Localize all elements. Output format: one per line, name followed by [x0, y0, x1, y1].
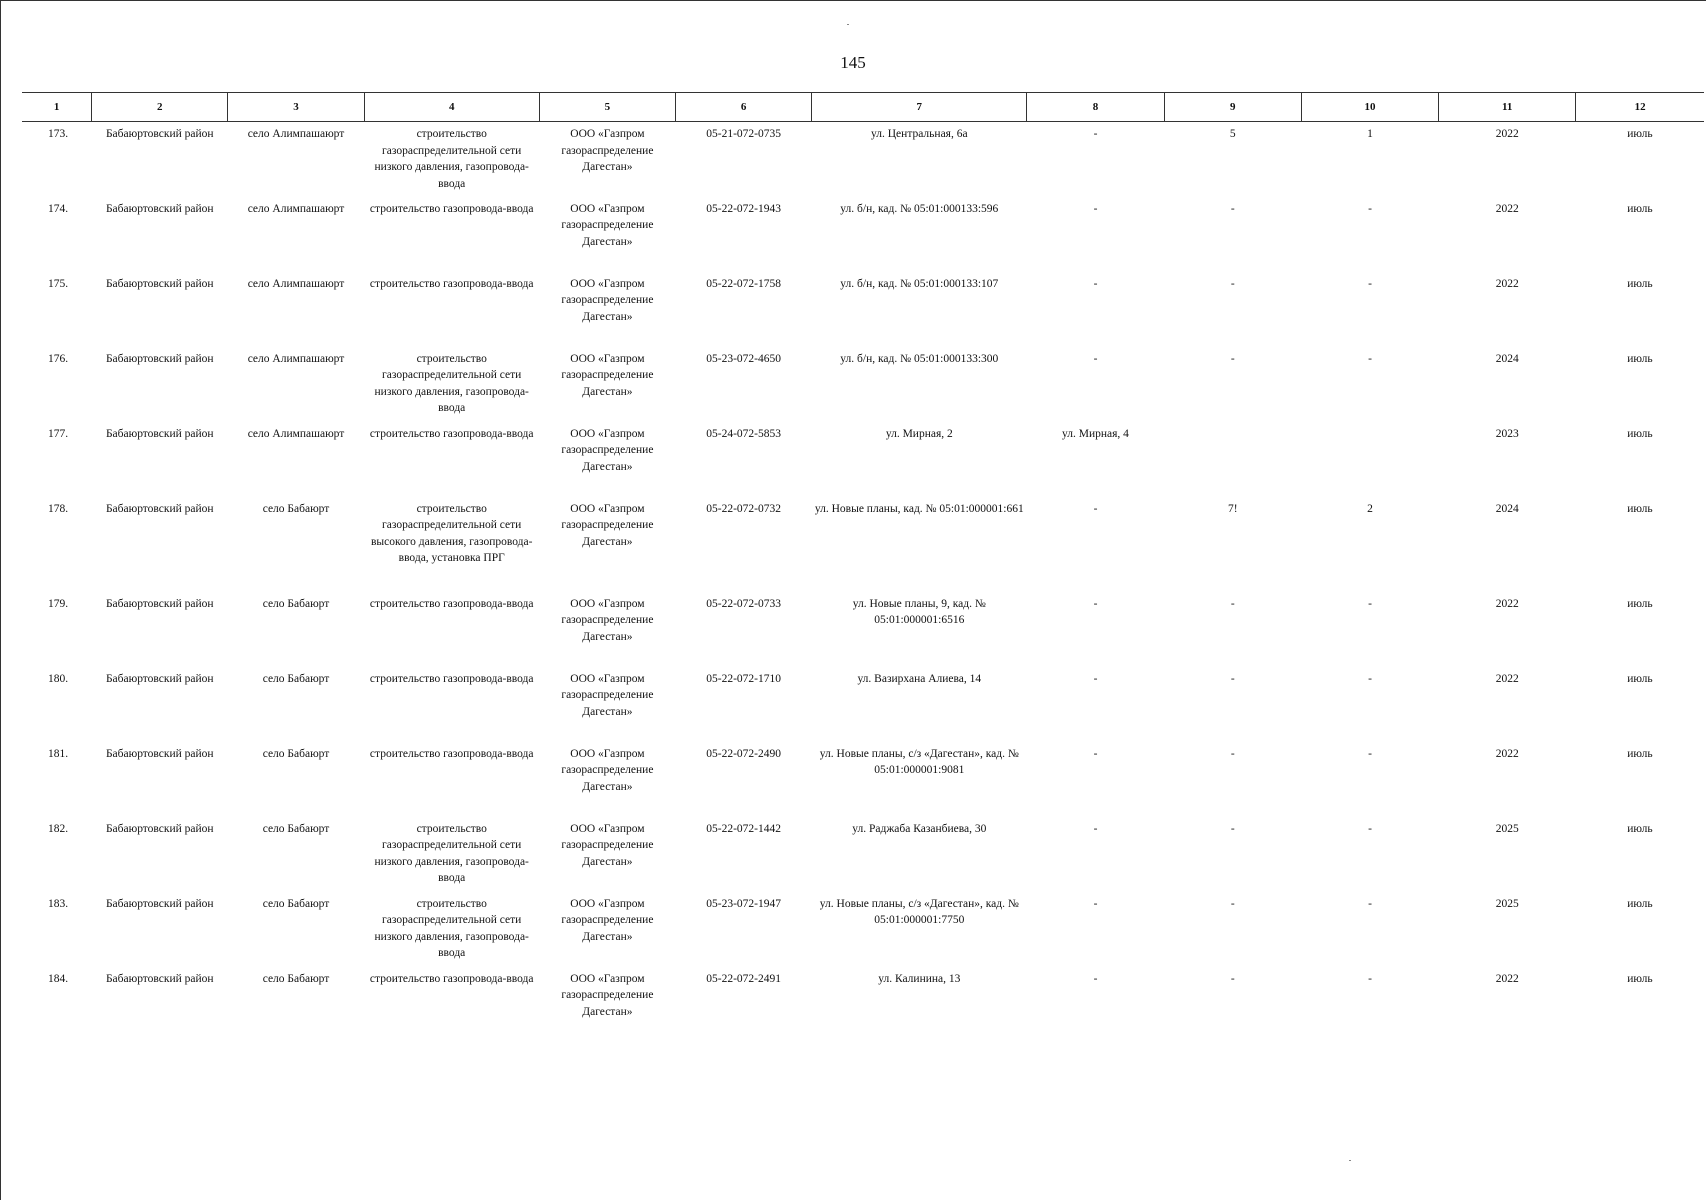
- work-description-cell: строительство газопровода-ввода: [369, 972, 534, 985]
- locality-cell: село Бабаюрт: [262, 672, 330, 685]
- row-number: 179.: [48, 597, 69, 610]
- request-code-cell: 05-22-072-2490: [706, 747, 781, 760]
- work-description-cell: строительство газопровода-ввода: [369, 597, 534, 610]
- table-row: [22, 817, 1704, 892]
- year-cell: 2025: [1495, 897, 1519, 910]
- table-row: [22, 347, 1704, 422]
- table-body: [22, 122, 1704, 1042]
- locality-cell: село Бабаюрт: [262, 897, 330, 910]
- locality-cell: село Алимпашаюрт: [247, 202, 345, 215]
- address-cell: ул. Раджаба Казанбиева, 30: [852, 822, 987, 835]
- column-8-cell: ул. Мирная, 4: [1062, 427, 1129, 440]
- organization-cell: ООО «Газпром газораспределение Дагестан»: [561, 597, 654, 643]
- row-number: 184.: [48, 972, 69, 985]
- table-row: [22, 122, 1704, 197]
- organization-cell: ООО «Газпром газораспределение Дагестан»: [561, 202, 654, 248]
- column-8-cell: -: [1093, 822, 1098, 835]
- locality-cell: село Бабаюрт: [262, 502, 330, 515]
- year-cell: 2024: [1495, 502, 1519, 515]
- work-description-cell: строительство газораспределительной сети низкого давления, газопровода-ввода: [374, 128, 529, 190]
- year-cell: 2022: [1495, 972, 1519, 985]
- column-9-cell: -: [1230, 822, 1235, 835]
- work-description-cell: строительство газопровода-ввода: [369, 202, 534, 215]
- column-10-cell: -: [1368, 972, 1372, 985]
- column-9-cell: [1164, 422, 1301, 497]
- organization-cell: ООО «Газпром газораспределение Дагестан»: [561, 822, 654, 868]
- month-cell: июль: [1627, 822, 1653, 835]
- column-10-cell: 1: [1367, 128, 1373, 140]
- column-9-cell: -: [1230, 897, 1235, 910]
- locality-cell: село Бабаюрт: [262, 597, 330, 610]
- work-description-cell: строительство газораспределительной сети высокого давления, газопровода-ввода, установка ПРГ: [370, 502, 533, 564]
- table-row: [22, 892, 1704, 967]
- column-header: 2: [92, 93, 228, 122]
- column-header: 4: [364, 93, 539, 122]
- month-cell: июль: [1627, 747, 1653, 760]
- month-cell: июль: [1627, 128, 1653, 140]
- organization-cell: ООО «Газпром газораспределение Дагестан»: [561, 747, 654, 793]
- locality-cell: село Алимпашаюрт: [247, 352, 345, 365]
- request-code-cell: 05-21-072-0735: [706, 128, 781, 140]
- row-number: 181.: [48, 747, 69, 760]
- column-header: 8: [1027, 93, 1164, 122]
- work-description-cell: строительство газораспределительной сети низкого давления, газопровода-ввода: [374, 352, 529, 414]
- locality-cell: село Алимпашаюрт: [247, 277, 345, 290]
- row-number: 177.: [48, 427, 69, 440]
- request-code-cell: 05-22-072-0732: [706, 502, 781, 515]
- request-code-cell: 05-22-072-0733: [706, 597, 781, 610]
- month-cell: июль: [1627, 277, 1653, 290]
- year-cell: 2022: [1495, 747, 1519, 760]
- address-cell: ул. Мирная, 2: [885, 427, 953, 440]
- column-8-cell: -: [1093, 672, 1098, 685]
- year-cell: 2025: [1495, 822, 1519, 835]
- table-row: [22, 967, 1704, 1042]
- column-8-cell: -: [1093, 747, 1098, 760]
- scan-speck: [1349, 1160, 1351, 1161]
- address-cell: ул. Новые планы, с/з «Дагестан», кад. № 05:01:000001:7750: [819, 897, 1019, 926]
- column-8-cell: -: [1093, 597, 1098, 610]
- column-10-cell: -: [1368, 277, 1372, 290]
- year-cell: 2024: [1495, 352, 1519, 365]
- column-header: 5: [539, 93, 675, 122]
- address-cell: ул. Новые планы, кад. № 05:01:000001:661: [814, 502, 1024, 515]
- column-10-cell: -: [1368, 747, 1372, 760]
- address-cell: ул. Калинина, 13: [878, 972, 961, 985]
- table-row: [22, 667, 1704, 742]
- column-header: 7: [812, 93, 1027, 122]
- district-cell: Бабаюртовский район: [105, 822, 214, 835]
- work-description-cell: строительство газопровода-ввода: [369, 672, 534, 685]
- page-number: 145: [840, 53, 866, 72]
- address-cell: ул. б/н, кад. № 05:01:000133:107: [840, 277, 999, 290]
- district-cell: Бабаюртовский район: [105, 897, 214, 910]
- request-code-cell: 05-22-072-1710: [706, 672, 781, 685]
- month-cell: июль: [1627, 897, 1653, 910]
- locality-cell: село Алимпашаюрт: [247, 128, 345, 140]
- column-8-cell: -: [1093, 502, 1098, 515]
- locality-cell: село Алимпашаюрт: [247, 427, 345, 440]
- locality-cell: село Бабаюрт: [262, 822, 330, 835]
- address-cell: ул. Новые планы, с/з «Дагестан», кад. № 05:01:000001:9081: [819, 747, 1019, 776]
- work-description-cell: строительство газопровода-ввода: [369, 747, 534, 760]
- row-number: 178.: [48, 502, 69, 515]
- year-cell: 2022: [1495, 202, 1519, 215]
- row-number: 173.: [48, 128, 69, 140]
- request-code-cell: 05-22-072-1943: [706, 202, 781, 215]
- organization-cell: ООО «Газпром газораспределение Дагестан»: [561, 972, 654, 1018]
- column-header: 12: [1576, 93, 1704, 122]
- month-cell: июль: [1627, 352, 1653, 365]
- locality-cell: село Бабаюрт: [262, 747, 330, 760]
- organization-cell: ООО «Газпром газораспределение Дагестан»: [561, 427, 654, 473]
- organization-cell: ООО «Газпром газораспределение Дагестан»: [561, 277, 654, 323]
- request-code-cell: 05-22-072-1442: [706, 822, 781, 835]
- district-cell: Бабаюртовский район: [105, 277, 214, 290]
- column-header: 6: [676, 93, 812, 122]
- column-9-cell: -: [1230, 202, 1235, 215]
- column-10-cell: -: [1368, 202, 1372, 215]
- page-border-top: [0, 0, 1706, 1]
- organization-cell: ООО «Газпром газораспределение Дагестан»: [561, 502, 654, 548]
- table-row: [22, 197, 1704, 272]
- district-cell: Бабаюртовский район: [105, 352, 214, 365]
- district-cell: Бабаюртовский район: [105, 128, 214, 140]
- column-8-cell: -: [1093, 128, 1098, 140]
- column-10-cell: -: [1368, 822, 1372, 835]
- column-8-cell: -: [1093, 897, 1098, 910]
- month-cell: июль: [1627, 502, 1653, 515]
- column-8-cell: -: [1093, 352, 1098, 365]
- address-cell: ул. Новые планы, 9, кад. № 05:01:000001:6516: [852, 597, 986, 626]
- column-number-row: [22, 93, 1704, 122]
- column-header: 9: [1164, 93, 1301, 122]
- column-8-cell: -: [1093, 202, 1098, 215]
- request-code-cell: 05-22-072-1758: [706, 277, 781, 290]
- organization-cell: ООО «Газпром газораспределение Дагестан»: [561, 672, 654, 718]
- column-10-cell: -: [1368, 672, 1372, 685]
- column-9-cell: -: [1230, 352, 1235, 365]
- column-9-cell: -: [1230, 747, 1235, 760]
- column-9-cell: 7!: [1227, 502, 1238, 515]
- address-cell: ул. б/н, кад. № 05:01:000133:300: [840, 352, 999, 365]
- request-code-cell: 05-23-072-1947: [706, 897, 781, 910]
- column-9-cell: 5: [1229, 128, 1236, 140]
- column-header: 10: [1301, 93, 1438, 122]
- organization-cell: ООО «Газпром газораспределение Дагестан»: [561, 128, 654, 173]
- work-description-cell: строительство газопровода-ввода: [369, 427, 534, 440]
- year-cell: 2022: [1495, 277, 1519, 290]
- work-description-cell: строительство газопровода-ввода: [369, 277, 534, 290]
- work-description-cell: строительство газораспределительной сети низкого давления, газопровода-ввода: [374, 822, 529, 884]
- scan-speck: [847, 24, 849, 25]
- month-cell: июль: [1627, 672, 1653, 685]
- district-cell: Бабаюртовский район: [105, 502, 214, 515]
- table-row: [22, 592, 1704, 667]
- column-9-cell: -: [1230, 277, 1235, 290]
- column-8-cell: -: [1093, 972, 1098, 985]
- work-description-cell: строительство газораспределительной сети низкого давления, газопровода-ввода: [374, 897, 529, 959]
- month-cell: июль: [1627, 972, 1653, 985]
- district-cell: Бабаюртовский район: [105, 202, 214, 215]
- year-cell: 2022: [1495, 597, 1519, 610]
- locality-cell: село Бабаюрт: [262, 972, 330, 985]
- organization-cell: ООО «Газпром газораспределение Дагестан»: [561, 897, 654, 943]
- year-cell: 2022: [1495, 672, 1519, 685]
- address-cell: ул. Центральная, 6а: [871, 128, 968, 140]
- row-number: 175.: [48, 277, 69, 290]
- table-row: [22, 272, 1704, 347]
- column-10-cell: -: [1368, 597, 1372, 610]
- district-cell: Бабаюртовский район: [105, 672, 214, 685]
- column-9-cell: -: [1230, 972, 1235, 985]
- row-number: 180.: [48, 672, 69, 685]
- request-code-cell: 05-24-072-5853: [706, 427, 781, 440]
- column-10-cell: -: [1368, 352, 1372, 365]
- district-cell: Бабаюртовский район: [105, 597, 214, 610]
- column-10-cell: 2: [1367, 502, 1373, 515]
- year-cell: 2023: [1495, 427, 1519, 440]
- district-cell: Бабаюртовский район: [105, 972, 214, 985]
- row-number: 183.: [48, 897, 69, 910]
- row-number: 182.: [48, 822, 69, 835]
- column-9-cell: -: [1230, 597, 1235, 610]
- request-code-cell: 05-22-072-2491: [706, 972, 781, 985]
- page-border-left: [0, 0, 1, 1200]
- month-cell: июль: [1627, 597, 1653, 610]
- address-cell: ул. б/н, кад. № 05:01:000133:596: [840, 202, 999, 215]
- column-header: 1: [22, 93, 92, 122]
- year-cell: 2022: [1495, 128, 1519, 140]
- month-cell: июль: [1627, 202, 1653, 215]
- column-9-cell: -: [1230, 672, 1235, 685]
- row-number: 176.: [48, 352, 69, 365]
- month-cell: июль: [1627, 427, 1653, 440]
- column-header: 3: [228, 93, 364, 122]
- column-10-cell: -: [1368, 897, 1372, 910]
- district-cell: Бабаюртовский район: [105, 427, 214, 440]
- column-8-cell: -: [1093, 277, 1098, 290]
- table-row: [22, 422, 1704, 497]
- address-cell: ул. Вазирхана Алиева, 14: [857, 672, 982, 685]
- register-table: [22, 92, 1704, 1042]
- organization-cell: ООО «Газпром газораспределение Дагестан»: [561, 352, 654, 398]
- table-row: [22, 497, 1704, 592]
- column-header: 11: [1439, 93, 1576, 122]
- district-cell: Бабаюртовский район: [105, 747, 214, 760]
- table-row: [22, 742, 1704, 817]
- column-10-cell: [1301, 422, 1438, 497]
- row-number: 174.: [48, 202, 69, 215]
- request-code-cell: 05-23-072-4650: [706, 352, 781, 365]
